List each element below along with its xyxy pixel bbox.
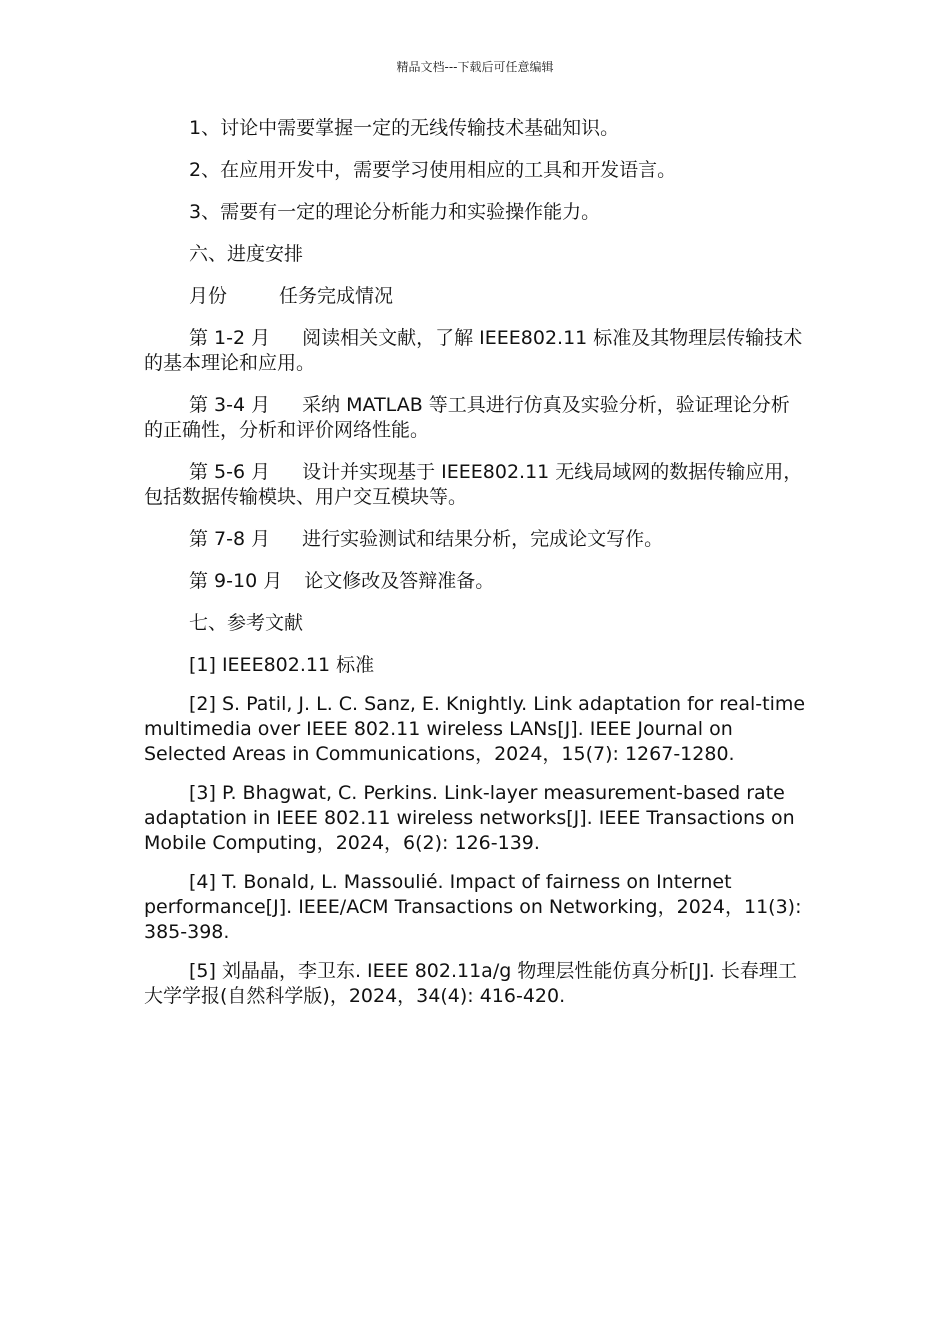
reference-item: [2] S. Patil, J. L. C. Sanz, E. Knightly. Link adaptation for real-time multimedia over IEEE 802.11 wireless LANs[J]. IEEE Journal on Selected Areas in Communications，2024，15(7): 1267-1280. bbox=[144, 693, 806, 765]
schedule-task: 阅读相关文献，了解 IEEE802.11 标准及其物理层传输技术的基本理论和应用。 bbox=[144, 327, 803, 374]
schedule-row bbox=[144, 326, 806, 376]
reference-item: [1] IEEE802.11 标准 bbox=[189, 654, 375, 676]
reference-item: [3] P. Bhagwat, C. Perkins. Link-layer measurement-based rate adaptation in IEEE 802.11 wireless networks[J]. IEEE Transactions on Mobile Computing，2024，6(2): 126-139. bbox=[144, 782, 795, 854]
column-month: 月份 bbox=[189, 285, 228, 307]
document-body bbox=[144, 116, 806, 1023]
schedule-row bbox=[144, 393, 806, 443]
schedule-row bbox=[144, 460, 806, 510]
page-header: 精品文档---下载后可任意编辑 bbox=[396, 60, 554, 74]
schedule-heading: 六、进度安排 bbox=[189, 243, 304, 265]
requirement-item: 2、在应用开发中，需要学习使用相应的工具和开发语言。 bbox=[189, 159, 677, 181]
column-task: 任务完成情况 bbox=[279, 285, 394, 307]
schedule-row bbox=[144, 527, 806, 552]
schedule-month: 第 1-2 月 bbox=[189, 327, 271, 349]
reference-item: [5] 刘晶晶，李卫东. IEEE 802.11a/g 物理层性能仿真分析[J]. 长春理工大学学报(自然科学版)，2024，34(4): 416-420. bbox=[144, 960, 797, 1007]
schedule-task: 论文修改及答辩准备。 bbox=[304, 570, 495, 592]
requirement-item: 3、需要有一定的理论分析能力和实验操作能力。 bbox=[189, 201, 601, 223]
schedule-task: 设计并实现基于 IEEE802.11 无线局域网的数据传输应用，包括数据传输模块、用户交互模块等。 bbox=[144, 461, 803, 508]
references-heading: 七、参考文献 bbox=[189, 612, 304, 634]
schedule-month: 第 9-10 月 bbox=[189, 570, 283, 592]
schedule-month: 第 7-8 月 bbox=[189, 528, 271, 550]
schedule-month: 第 5-6 月 bbox=[189, 461, 271, 483]
reference-item: [4] T. Bonald, L. Massoulié. Impact of fairness on Internet performance[J]. IEEE/ACM Transactions on Networking，2024，11(3): 385-398. bbox=[144, 871, 802, 943]
requirement-item: 1、讨论中需要掌握一定的无线传输技术基础知识。 bbox=[189, 117, 620, 139]
schedule-month: 第 3-4 月 bbox=[189, 394, 271, 416]
schedule-task: 进行实验测试和结果分析，完成论文写作。 bbox=[302, 528, 664, 550]
schedule-column-headers bbox=[144, 284, 806, 309]
schedule-task: 采纳 MATLAB 等工具进行仿真及实验分析，验证理论分析的正确性，分析和评价网络性能。 bbox=[144, 394, 790, 441]
schedule-row bbox=[144, 569, 806, 594]
